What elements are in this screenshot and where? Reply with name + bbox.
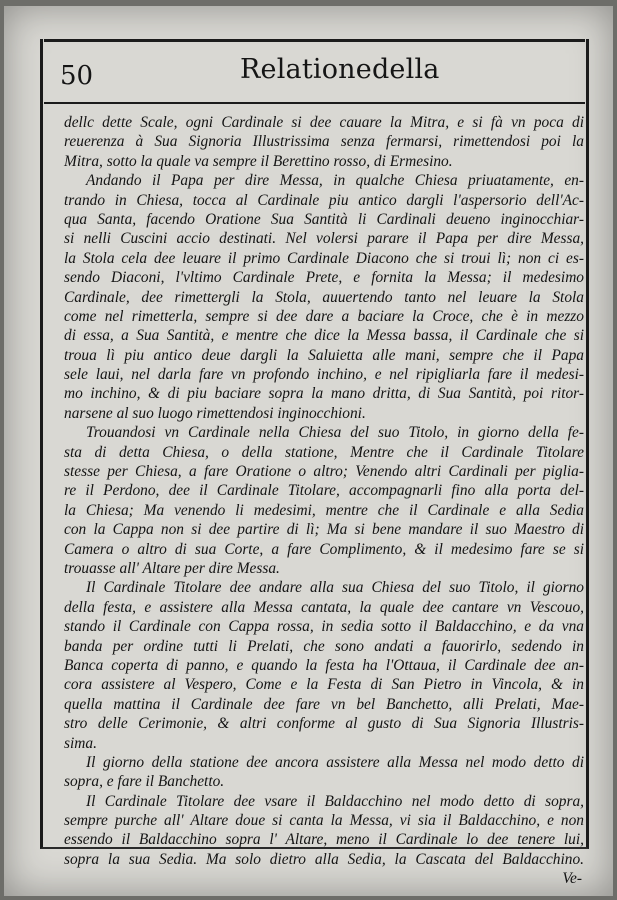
text-line: troua lì piu antico deue dargli la Saluietta alle mani, sempre che il Papa	[64, 346, 584, 364]
text-line: Banca coperta di panno, e quando la festa ha l'Ottaua, il Cardinale dee an-	[64, 656, 584, 674]
text-line: mo inchino, & di piu baciare sopra la mano dritta, di Sua Santità, poi ritor-	[64, 385, 584, 403]
book-page	[4, 6, 613, 896]
text-line: reuerenza à Sua Signoria Illustrissima senza fermarsi, rimettendosi poi la	[64, 133, 584, 151]
text-line: Cardinale, dee rimettergli la Stola, auuertendo tanto nel leuare la Stola	[64, 288, 584, 306]
body-text	[64, 113, 584, 889]
text-line: Camera o altro di sua Corte, a fare Complimento, & il medesimo fare se si	[64, 540, 584, 558]
text-line: sopra la sua Sedia. Ma solo dietro alla Sedia, la Cascata del Baldacchino.	[64, 850, 584, 868]
text-line: sempre purche all' Altare doue si canta la Messa, vi sia il Baldacchino, e non	[64, 812, 584, 830]
text-line: la Chiesa; Ma venendo li medesimi, mentre che il Cardinale e alla Sedia	[64, 501, 584, 519]
text-line: essendo il Baldacchino sopra l' Altare, meno il Cardinale lo dee tenere lui,	[64, 831, 584, 849]
text-line: cora assistere al Vespero, Come e la Festa di San Pietro in Vincola, & in	[64, 676, 584, 694]
running-head: Relationedella	[240, 54, 440, 85]
text-line: trouasse all' Altare per dire Messa.	[64, 559, 280, 577]
text-line: trando in Chiesa, tocca al Cardinale piu antico dargli l'aspersorio dell'Ac-	[64, 191, 584, 209]
text-line: di essa, a Sua Santità, e mentre che dice la Messa bassa, il Cardinale che si	[64, 327, 584, 345]
text-line: stro delle Cerimonie, & altri conforme al gusto di Sua Signoria Illustris-	[64, 715, 584, 733]
text-line: stando il Cardinale con Cappa rossa, in sedia sotto il Baldacchino, e da vna	[64, 618, 584, 636]
text-line: re il Perdono, dee il Cardinale Titolare, accompagnarli fino alla porta del-	[64, 482, 584, 500]
text-line: la Stola cela dee leuare il primo Cardinale Diacono che si troui lì; non ci es-	[64, 249, 584, 267]
text-line: banda per ordine tutti li Prelati, che sono andati a fauorirlo, sedendo in	[64, 637, 584, 655]
text-line: stesse per Chiesa, a fare Oratione o altro; Venendo altri Cardinali per piglia-	[64, 463, 584, 481]
catchword: Ve-	[562, 870, 582, 888]
text-line: sele laui, nel darla fare vn profondo inchino, e nel ripigliarla fare il medesi-	[64, 366, 584, 384]
text-line: sendo Diaconi, l'vltimo Cardinale Prete, e fornita la Messa; il medesimo	[64, 269, 584, 287]
text-line: dellc dette Scale, ogni Cardinale si dee cauare la Mitra, e si fà vn poca di	[64, 114, 584, 131]
text-line: Mitra, sotto la quale va sempre il Berettino rosso, di Ermesino.	[64, 152, 453, 170]
text-line: Andando il Papa per dire Messa, in qualche Chiesa priuatamente, en-	[86, 172, 584, 190]
text-line: Trouandosi vn Cardinale nella Chiesa del suo Titolo, in giorno della fe-	[86, 424, 584, 442]
text-line: sta di detta Chiesa, o della statione, Mentre che il Cardinale Titolare	[64, 443, 584, 461]
text-line: Il Cardinale Titolare dee andare alla sua Chiesa del suo Titolo, il giorno	[86, 579, 584, 597]
text-line: sopra, e fare il Banchetto.	[64, 773, 225, 791]
text-line: della festa, e assistere alla Messa cantata, la quale dee cantare vn Vescouo,	[64, 598, 584, 616]
text-line: qua Santa, facendo Oratione Sua Santità li Cardinali deueno inginocchiar-	[64, 210, 584, 228]
text-line: quella mattina il Cardinale dee fare vn bel Banchetto, alli Prelati, Mae-	[64, 695, 584, 713]
page-number: 50	[60, 61, 94, 91]
text-line: si nelli Cuscini accio destinati. Nel volersi parare il Papa per dire Messa,	[64, 230, 584, 248]
text-line: Il Cardinale Titolare dee vsare il Baldacchino nel modo detto di sopra,	[86, 792, 584, 810]
text-line: con la Cappa non si dee partire di lì; Ma si bene mandare il suo Maestro di	[64, 521, 584, 539]
top-rule	[44, 39, 585, 42]
header-rule	[44, 102, 585, 104]
text-line: Il giorno della statione dee ancora assistere alla Messa nel modo detto di	[86, 753, 584, 771]
text-line: sima.	[64, 734, 97, 752]
text-line: come nel rimetterla, sempre si dee dare a baciare la Croce, che è in mezzo	[64, 307, 584, 325]
text-line: narsene al suo luogo rimettendosi inginocchioni.	[64, 404, 366, 422]
